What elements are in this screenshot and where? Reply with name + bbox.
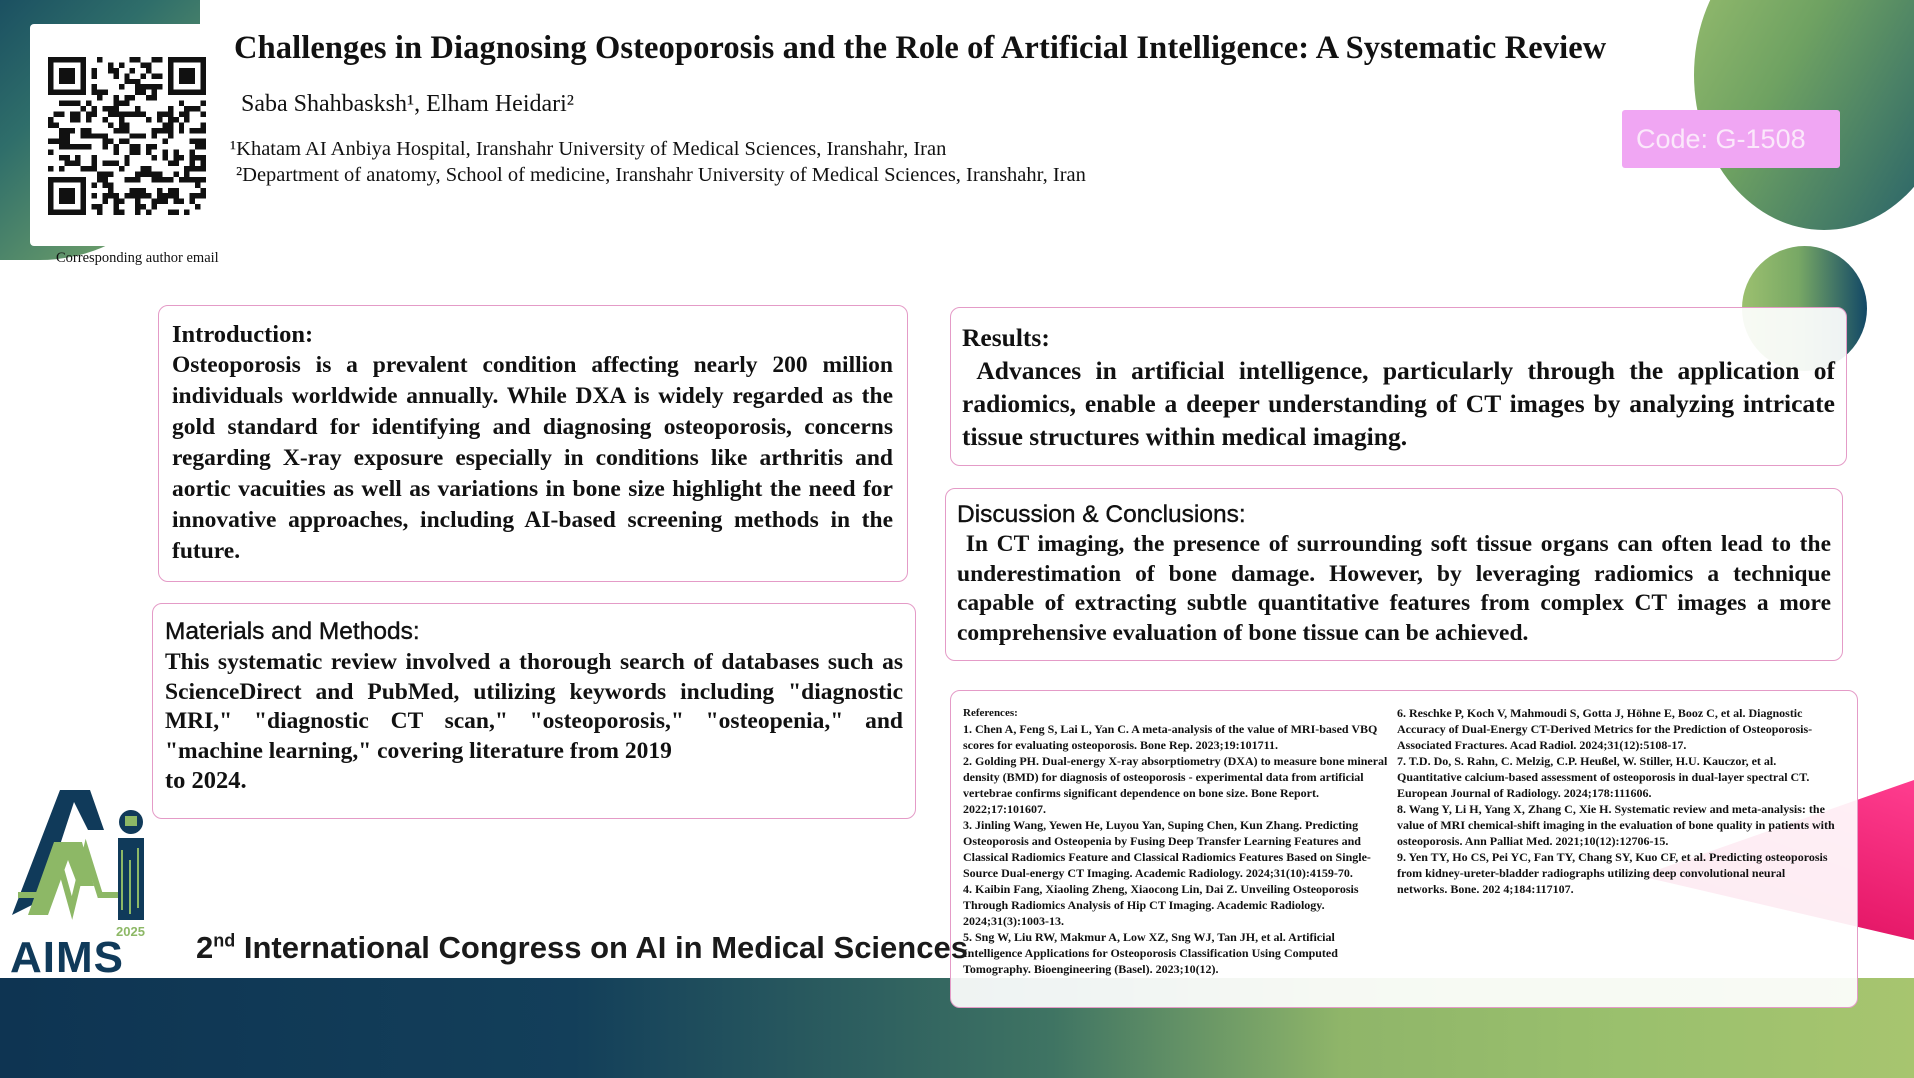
discussion-section (945, 488, 1843, 661)
introduction-text: Osteoporosis is a prevalent condition affecting nearly 200 million individuals worldwide annually. While DXA is widely regarded as the gold standard for identifying and diagnosing osteoporosis, concerns regarding X-ray exposure especially in conditions like arthritis and aortic vacuities as well as variations in bone size highlight the need for innovative approaches, including AI-based screening methods in the future. (172, 352, 893, 564)
reference-item: 2. Golding PH. Dual-energy X-ray absorptiometry (DXA) to measure bone mineral density (BMD) for diagnosis of osteoporosis - experimental data from artificial vertebrae confirms significant dependence on bone size. Bone Report. 2022;17:101607. (963, 754, 1388, 816)
reference-item: 9. Yen TY, Ho CS, Pei YC, Fan TY, Chang SY, Kuo CF, et al. Predicting osteoporosis from kidney-ureter-bladder radiographs utilizing deep convolutional neural networks. Bone. 202 4;184:117107. (1397, 850, 1828, 896)
methods-text: This systematic review involved a thorough search of databases such as ScienceDirect and PubMed, utilizing keywords including "diagnostic MRI," "diagnostic CT scan," "osteoporosis," "osteopenia," and "machine learning," covering literature from 2019 to 2024. (165, 649, 903, 794)
references-column-1 (963, 705, 1395, 977)
authors: Saba Shahbasksh¹, Elham Heidari² (241, 91, 574, 117)
logo-text: AIMS (10, 933, 124, 976)
congress-title: 2nd International Congress on AI in Medical Sciences (196, 930, 968, 965)
reference-item: 4. Kaibin Fang, Xiaoling Zheng, Xiaocong Lin, Dai Z. Unveiling Osteoporosis Through Radiomics Analysis of Hip CT Imaging. Academic Radiology. 2024;31(3):1003-13. (963, 882, 1359, 928)
discussion-text: In CT imaging, the presence of surrounding soft tissue organs can often lead to the underestimation of bone damage. However, by leveraging radiomics a technique capable of extracting subtle quantitative features from complex CT images a more comprehensive evaluation of bone tissue can be achieved. (957, 531, 1831, 646)
results-section (950, 307, 1847, 466)
poster-title: Challenges in Diagnosing Osteoporosis and the Role of Artificial Intelligence: A Systematic Review (234, 30, 1607, 66)
reference-item: 7. T.D. Do, S. Rahn, C. Melzig, C.P. Heußel, W. Stiller, H.U. Kauczor, et al. Quantitative calcium-based assessment of osteoporosis in dual-layer spectral CT. European Journal of Radiology. 2024;178:111606. (1397, 754, 1810, 800)
references-column-2 (1397, 705, 1837, 897)
introduction-title: Introduction: (172, 321, 314, 348)
reference-item: 6. Reschke P, Koch V, Mahmoudi S, Gotta J, Höhne E, Booz C, et al. Diagnostic Accuracy of Dual-Energy CT-Derived Metrics for the Prediction of Osteoporosis-Associated Fractures. Acad Radiol. 2024;31(12):5108-17. (1397, 706, 1813, 752)
aims-logo-icon (8, 790, 168, 976)
affiliation-1: ¹Khatam AI Anbiya Hospital, Iranshahr University of Medical Sciences, Iranshahr, Iran (230, 138, 947, 160)
logo-year: 2025 (116, 924, 145, 939)
introduction-section (158, 305, 908, 582)
methods-text-last: to 2024. (165, 767, 247, 794)
references-section (950, 690, 1858, 1008)
reference-item: 1. Chen A, Feng S, Lai L, Yan C. A meta-analysis of the value of MRI-based VBQ scores for evaluating osteoporosis. Bone Rep. 2023;19:101711. (963, 722, 1378, 752)
affiliation-2: ²Department of anatomy, School of medicine, Iranshahr University of Medical Sciences, Iranshahr, Iran (236, 164, 1086, 186)
references-title: References: (963, 707, 1018, 719)
results-text: Advances in artificial intelligence, particularly through the application of radiomics, enable a deeper understanding of CT images by analyzing intricate tissue structures within medical imaging. (962, 356, 1835, 451)
results-title: Results: (962, 323, 1050, 352)
corresponding-author-label: Corresponding author email (56, 250, 219, 266)
reference-item: 8. Wang Y, Li H, Yang X, Zhang C, Xie H. Systematic review and meta-analysis: the value of MRI chemical-shift imaging in the evaluation of bone quality in patients with osteoporosis. Ann Palliat Med. 2021;10(12):12706-15. (1397, 802, 1835, 848)
code-badge: Code: G-1508 (1622, 110, 1840, 168)
discussion-title: Discussion & Conclusions: (957, 501, 1246, 528)
qr-code-icon[interactable] (48, 44, 206, 228)
methods-section (152, 603, 916, 819)
reference-item: 3. Jinling Wang, Yewen He, Luyou Yan, Suping Chen, Kun Zhang. Predicting Osteoporosis and Osteopenia by Fusing Deep Transfer Learning Features and Classical Radiomics Feature and Classical Radiomics Features Based on Single-Source Dual-energy CT Imaging. Academic Radiology. 2024;31(10):4159-70. (963, 818, 1371, 880)
reference-item: 5. Sng W, Liu RW, Makmur A, Low XZ, Sng WJ, Tan JH, et al. Artificial Intelligence Applications for Osteoporosis Classification Using Computed Tomography. Bioengineering (Basel). 2023;10(12). (963, 930, 1338, 976)
methods-title: Materials and Methods: (165, 618, 420, 645)
